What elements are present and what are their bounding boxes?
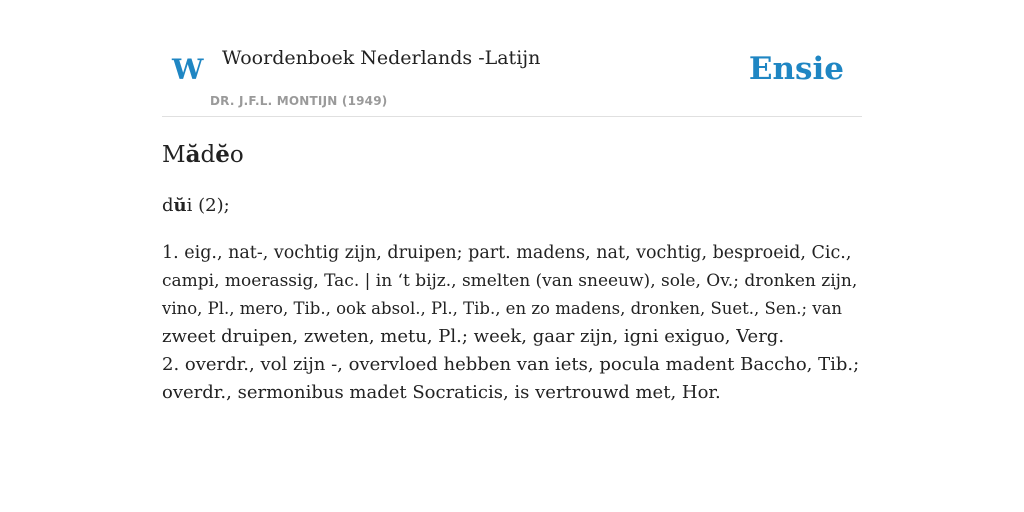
- ensie-logo[interactable]: Ensie: [748, 51, 844, 87]
- entry-title-part: d: [200, 142, 216, 168]
- dictionary-author: DR. J.F.L. MONTIJN (1949): [210, 94, 388, 108]
- entry-title-part: M: [162, 142, 186, 168]
- entry-title-part: ĕ: [215, 141, 230, 168]
- definition-line: overdr., sermonibus madet Socraticis, is vertrouwd met, Hor.: [162, 382, 721, 403]
- definition-line: campi, moerassig, Tac. | in ‘t bijz., smelten (van sneeuw), sole, Ov.; dronken zijn,: [162, 271, 858, 291]
- dictionary-logo-icon[interactable]: W: [172, 53, 204, 86]
- dictionary-title[interactable]: Woordenboek Nederlands -Latijn: [222, 47, 541, 69]
- entry-title: [162, 139, 244, 171]
- entry-forms: [162, 193, 230, 219]
- definition-line: vino, Pl., mero, Tib., ook absol., Pl., Tib., en zo madens, dronken, Suet., Sen.; van: [162, 299, 843, 318]
- definition-line: 2. overdr., vol zijn -, overvloed hebben van iets, pocula madent Baccho, Tib.;: [162, 354, 860, 375]
- entry-title-part: o: [229, 142, 244, 168]
- definition-line: zweet druipen, zweten, metu, Pl.; week, gaar zijn, igni exiguo, Verg.: [162, 326, 785, 347]
- entry-definition: [162, 239, 862, 407]
- entry-title-part: ă: [185, 141, 201, 168]
- entry-form-part: i (2);: [186, 195, 230, 216]
- entry-form-part: d: [162, 195, 174, 216]
- definition-line: 1. eig., nat-, vochtig zijn, druipen; part. madens, nat, vochtig, besproeid, Cic.,: [162, 243, 852, 263]
- entry-form-part: ŭ: [173, 195, 187, 216]
- site-header: [162, 0, 862, 117]
